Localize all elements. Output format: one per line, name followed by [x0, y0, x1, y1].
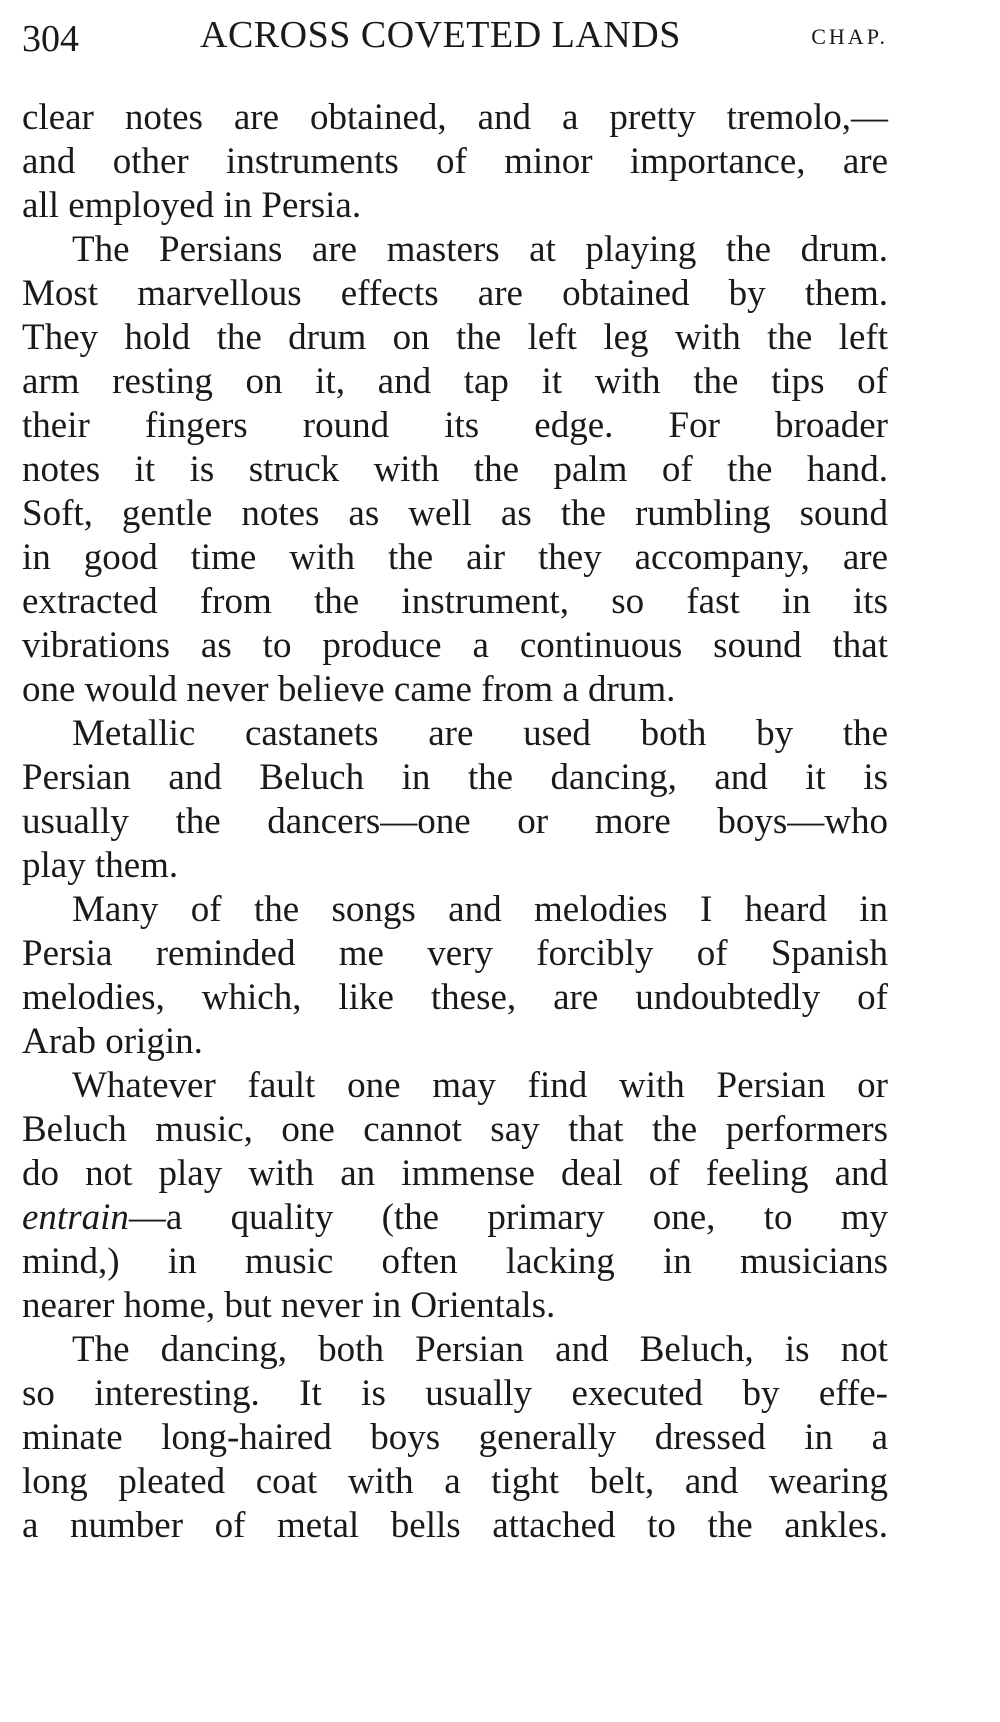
text-line: arm resting on it, and tap it with the tips of	[22, 361, 888, 402]
text-line: melodies, which, like these, are undoubtedly of	[22, 977, 888, 1018]
text-line: usually the dancers—one or more boys—who	[22, 801, 888, 842]
text-line: Most marvellous effects are obtained by them.	[22, 273, 888, 314]
text-line: They hold the drum on the left leg with the left	[22, 317, 888, 358]
text-line: clear notes are obtained, and a pretty tremolo,—	[22, 97, 888, 138]
page-number: 304	[22, 18, 79, 60]
text-line-with-italic	[22, 1196, 888, 1240]
text-line: in good time with the air they accompany, are	[22, 537, 888, 578]
paragraph-3	[22, 712, 888, 888]
text-line: The dancing, both Persian and Beluch, is not	[72, 1329, 888, 1370]
text-line: Soft, gentle notes as well as the rumbling sound	[22, 493, 888, 534]
text-line: minate long-haired boys generally dressed in a	[22, 1417, 888, 1458]
text-line: all employed in Persia.	[22, 185, 362, 226]
text-line: one would never believe came from a drum.	[22, 669, 676, 710]
text-line: Metallic castanets are used both by the	[72, 713, 888, 754]
text-line: a number of metal bells attached to the ankles.	[22, 1505, 888, 1546]
text-line: their fingers round its edge. For broader	[22, 405, 888, 446]
paragraph-4	[22, 888, 888, 1064]
running-title: ACROSS COVETED LANDS	[200, 14, 681, 56]
text-line: do not play with an immense deal of feeling and	[22, 1153, 888, 1194]
text-line: mind,) in music often lacking in musicians	[22, 1241, 888, 1282]
book-page	[22, 6, 888, 1548]
text-line: vibrations as to produce a continuous sound that	[22, 625, 888, 666]
text-line: Arab origin.	[22, 1021, 203, 1062]
paragraph-5	[22, 1064, 888, 1328]
paragraph-2	[22, 228, 888, 712]
text-line: Beluch music, one cannot say that the performers	[22, 1109, 888, 1150]
text-line: Persian and Beluch in the dancing, and it is	[22, 757, 888, 798]
text-line: so interesting. It is usually executed by effe-	[22, 1373, 888, 1414]
paragraph-6	[22, 1328, 888, 1548]
body-text	[22, 96, 888, 1548]
text-line: extracted from the instrument, so fast in its	[22, 581, 888, 622]
italic-word: entrain	[22, 1197, 129, 1238]
text-line: The Persians are masters at playing the drum.	[72, 229, 888, 270]
text-line-rest: —a quality (the primary one, to my	[128, 1197, 888, 1238]
paragraph-1	[22, 96, 888, 228]
text-line: Whatever fault one may find with Persian or	[72, 1065, 888, 1106]
text-line: long pleated coat with a tight belt, and wearing	[22, 1461, 888, 1502]
text-line: nearer home, but never in Orientals.	[22, 1285, 556, 1326]
text-line: notes it is struck with the palm of the hand.	[22, 449, 888, 490]
text-line: play them.	[22, 845, 179, 886]
running-head	[22, 6, 888, 64]
text-line: Many of the songs and melodies I heard in	[72, 889, 888, 930]
text-line: and other instruments of minor importance, are	[22, 141, 888, 182]
text-line: Persia reminded me very forcibly of Spanish	[22, 933, 888, 974]
chapter-label: CHAP.	[811, 24, 888, 49]
